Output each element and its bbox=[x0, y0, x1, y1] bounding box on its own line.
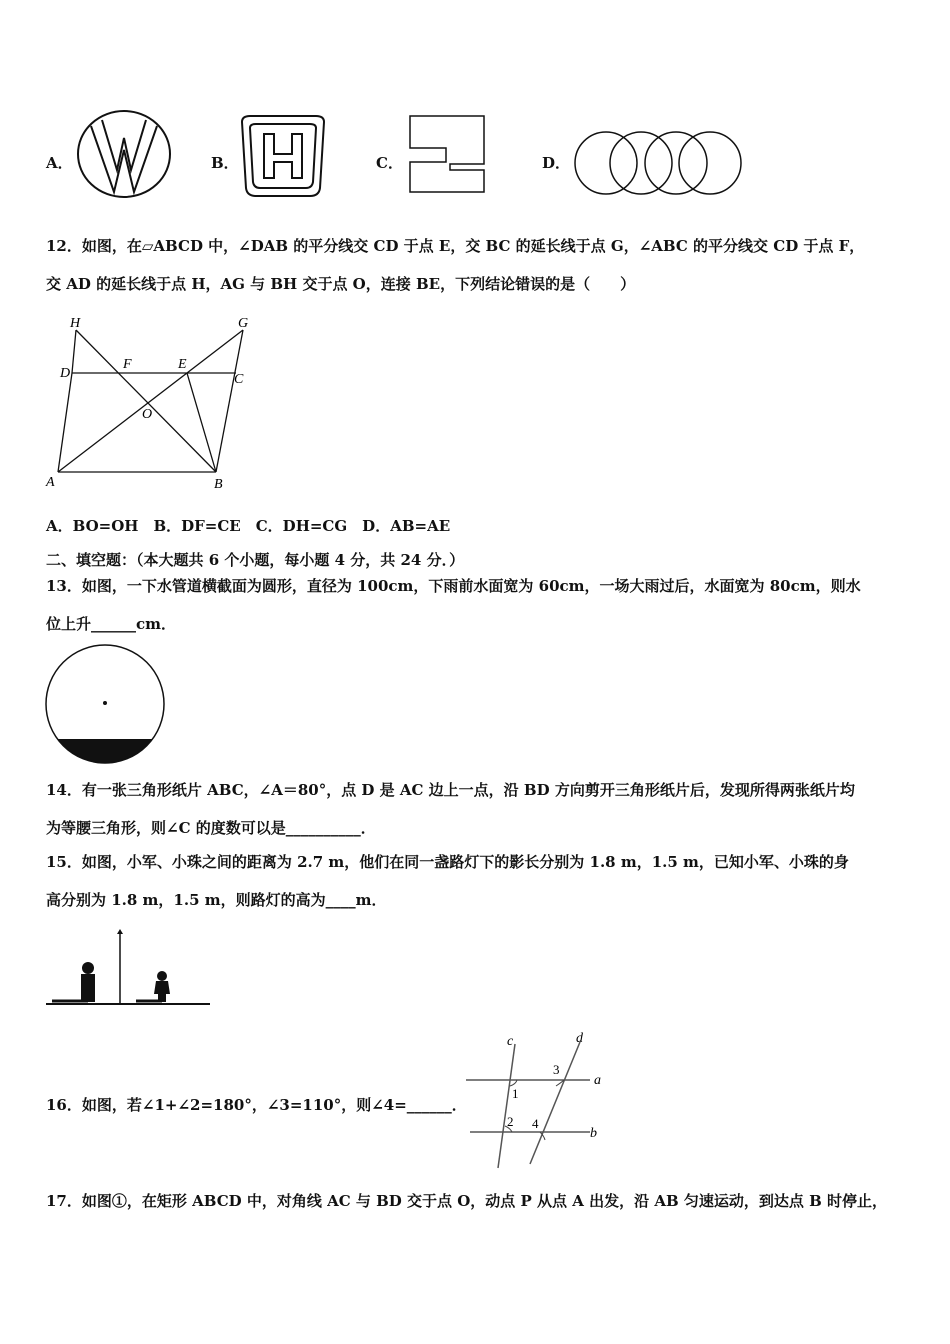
label-angle-1: 1 bbox=[512, 1086, 519, 1101]
q12-line2: 交 AD 的延长线于点 H，AG 与 BH 交于点 O，连接 BE，下列结论错误的是（ ） bbox=[46, 275, 636, 293]
label-f: F bbox=[123, 357, 132, 372]
vw-logo-figure bbox=[74, 108, 174, 200]
label-angle-2: 2 bbox=[507, 1114, 514, 1129]
option-c-label: C． bbox=[376, 154, 403, 172]
honda-logo-figure bbox=[236, 112, 330, 200]
label-o: O bbox=[142, 407, 153, 422]
option-d-label: D． bbox=[542, 154, 571, 172]
label-angle-4: 4 bbox=[532, 1116, 539, 1131]
four-rings-figure bbox=[568, 130, 746, 196]
section2-heading: 二、填空题：（本大题共 6 个小题，每小题 4 分，共 24 分．） bbox=[46, 551, 465, 569]
q17-line1: 17．如图①，在矩形 ABCD 中，对角线 AC 与 BD 交于点 O，动点 P 从点 A 出发，沿 AB 匀速运动，到达点 B 时停止， bbox=[46, 1192, 887, 1210]
label-line-a: a bbox=[594, 1073, 601, 1088]
streetlight-figure bbox=[44, 928, 214, 1010]
option-b-label: B． bbox=[211, 154, 239, 172]
q15-line1: 15．如图，小军、小珠之间的距离为 2.7 m，他们在同一盏路灯下的影长分别为 1.8 m，1.5 m，已知小军、小珠的身 bbox=[46, 853, 849, 871]
q15-line2: 高分别为 1.8 m，1.5 m，则路灯的高为____m． bbox=[46, 891, 387, 909]
q13-line1: 13．如图，一下水管道横截面为圆形，直径为 100cm，下雨前水面宽为 60cm，一场大雨过后，水面宽为 80cm，则水 bbox=[46, 577, 861, 595]
q12-options: A．BO=OH B．DF=CE C．DH=CG D．AB=AE bbox=[46, 517, 451, 535]
label-g: G bbox=[238, 316, 249, 331]
q12-line1: 12．如图，在▱ABCD 中，∠DAB 的平分线交 CD 于点 E，交 BC 的延长线于点 G，∠ABC 的平分线交 CD 于点 F， bbox=[46, 237, 865, 255]
label-a: A bbox=[46, 475, 55, 490]
parallelogram-figure bbox=[40, 310, 270, 495]
label-line-c: c bbox=[507, 1034, 514, 1049]
label-line-d: d bbox=[576, 1031, 583, 1046]
parallel-lines-figure bbox=[460, 1022, 610, 1172]
label-h: H bbox=[70, 316, 81, 331]
label-c: C bbox=[234, 372, 244, 387]
label-e: E bbox=[178, 357, 187, 372]
q13-line2: 位上升______cm． bbox=[46, 615, 177, 633]
pipe-cross-section-figure bbox=[42, 643, 168, 765]
q16-text: 16．如图，若∠1+∠2=180°，∠3=110°，则∠4=______． bbox=[46, 1096, 467, 1114]
label-d: D bbox=[60, 366, 71, 381]
label-angle-3: 3 bbox=[553, 1062, 560, 1077]
c-shape-figure bbox=[406, 112, 488, 196]
label-b: B bbox=[214, 477, 223, 492]
label-line-b: b bbox=[590, 1126, 597, 1141]
q14-line2: 为等腰三角形，则∠C 的度数可以是__________． bbox=[46, 819, 376, 837]
option-a-label: A． bbox=[46, 154, 73, 172]
q14-line1: 14．有一张三角形纸片 ABC，∠A＝80°，点 D 是 AC 边上一点，沿 BD 方向剪开三角形纸片后，发现所得两张纸片均 bbox=[46, 781, 855, 799]
